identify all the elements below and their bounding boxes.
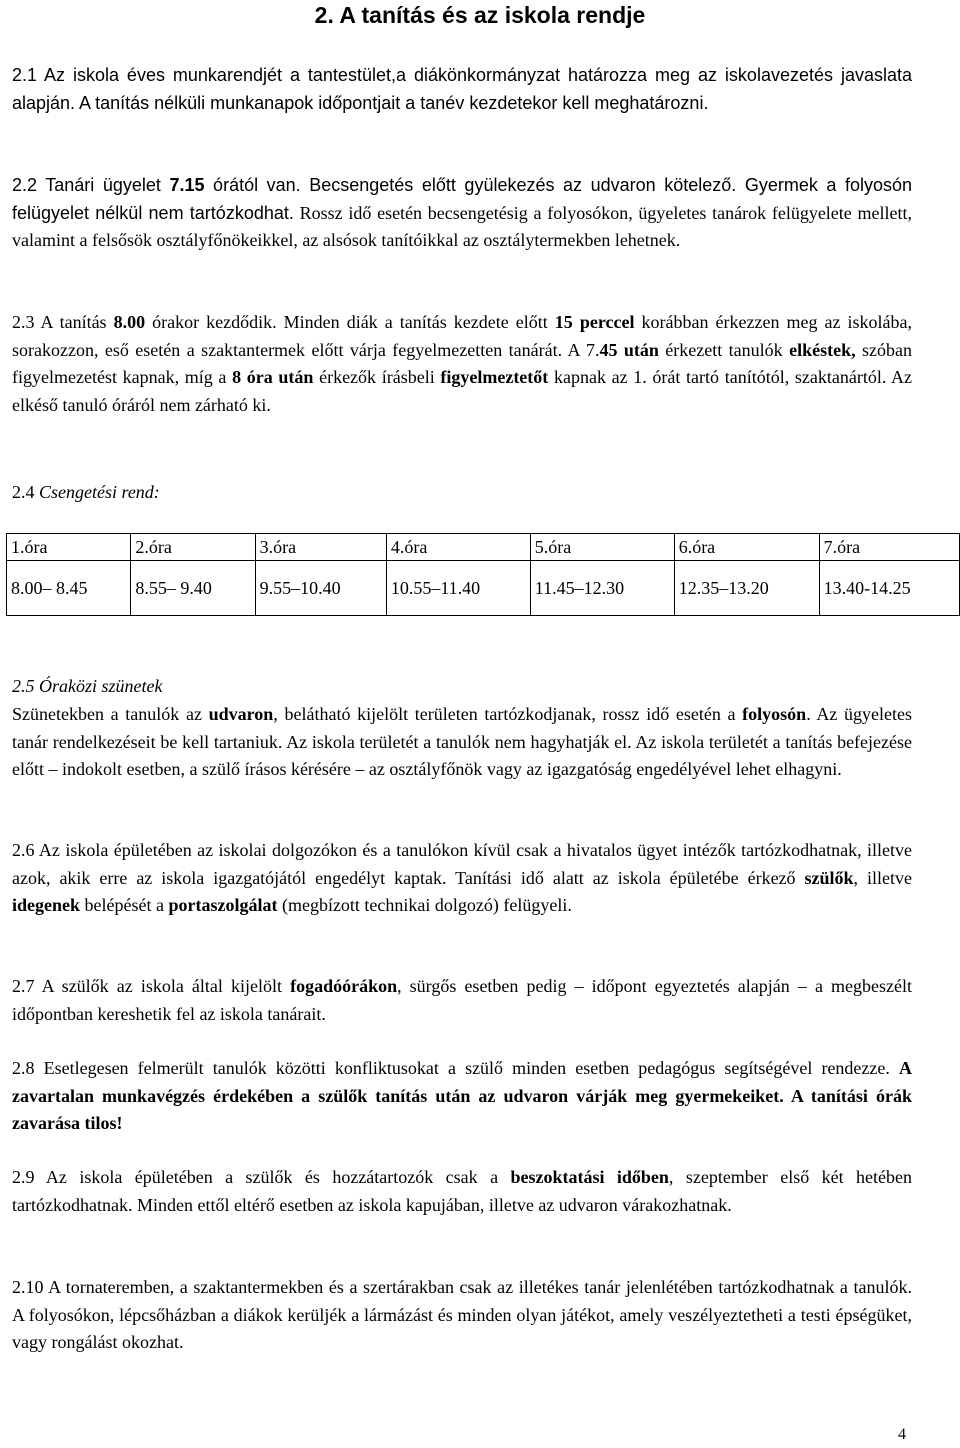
text-run: érkezett tanulók xyxy=(658,339,790,360)
bold-text: 45 után xyxy=(599,339,659,360)
table-cell: 1.óra xyxy=(7,534,131,561)
bold-text: 7.15 xyxy=(169,175,205,195)
section-2-10 xyxy=(12,1274,912,1357)
section-2-9 xyxy=(12,1164,912,1219)
table-cell: 3.óra xyxy=(255,534,386,561)
bold-text: idegenek xyxy=(12,895,81,915)
text-run: . Az ügyeletes tanár rendelkezéseit be kell tartaniuk. Az iskola területét a tanulók nem hagyhatják el. Az iskola területét a tanítás befejezése előtt – indokolt esetben, a szülő írásos kérésére – az osztályfőnök vagy az igazgatóság engedélyével lehet elhagyni. xyxy=(12,704,912,779)
text-run: Szünetekben a tanulók az xyxy=(12,704,209,724)
table-cell: 11.45–12.30 xyxy=(530,561,674,616)
text-run: Rossz idő esetén becsengetésig a folyosókon, ügyeletes tanárok felügyelete mellett, valamint a felsősök osztályfőnökeikkel, az alsósok tanítóikkal az osztálytermekben lehetnek. xyxy=(12,202,913,250)
section-label: Csengetési rend: xyxy=(39,482,160,502)
text-run: (megbízott technikai dolgozó) felügyeli. xyxy=(277,895,572,915)
text-run: , illetve xyxy=(853,867,912,888)
bold-text: beszoktatási időben xyxy=(510,1167,669,1187)
section-2-6 xyxy=(12,837,912,920)
table-cell: 2.óra xyxy=(131,534,255,561)
text-run: , szeptember első két hetében tartózkodhatnak. Minden ettől eltérő esetben az iskola kapujában, illetve az udvaron várakozhatnak. xyxy=(12,1167,912,1215)
text-run: , sürgős esetben pedig – időpont egyeztetés alapján – a megbeszélt időpontban kereshetik fel az iskola tanárait. xyxy=(12,976,912,1024)
section-number: 2.4 xyxy=(12,482,39,502)
page-title: 2. A tanítás és az iskola rendje xyxy=(314,2,646,28)
section-2-4-heading xyxy=(12,479,912,507)
table-row xyxy=(7,561,960,616)
bold-text: figyelmeztetőt xyxy=(440,367,549,387)
text-run: 2.9 Az iskola épületében a szülők és hozzátartozók csak a xyxy=(12,1167,511,1187)
table-cell: 6.óra xyxy=(674,534,819,561)
text-run: 2.6 Az iskola épületében az iskolai dolgozókon és a tanulókon kívül csak a hivatalos ügyet intézők tartózkodhatnak, illetve azok, akik erre az iskola igazgatójától engedélyt kaptak. Tanítási idő alatt az iskola épületébe érkező xyxy=(12,840,912,888)
section-2-7 xyxy=(12,973,912,1028)
text-run: , belátható kijelölt területen tartózkodjanak, rossz idő esetén a xyxy=(273,704,743,724)
text-run: szóban figyelmezetést kapnak, míg a xyxy=(12,339,913,387)
text-run: érkezők írásbeli xyxy=(313,367,441,387)
text-run: korábban érkezzen meg az iskolába, sorakozzon, eső esetén a szaktantermek előtt várja fegyelmezetten tanárát. A 7. xyxy=(12,312,913,360)
text-run: órától van. Becsengetés előtt gyülekezés az udvaron kötelező. Gyermek a folyosón felügyelet nélkül nem tartózkodhat. xyxy=(12,175,912,223)
section-2-3 xyxy=(12,309,912,419)
table-row xyxy=(7,534,960,561)
text-run: 2.2 Tanári ügyelet xyxy=(12,175,170,195)
section-2-5-heading: 2.5 Óraközi szünetek xyxy=(12,676,163,696)
section-2-8 xyxy=(12,1055,912,1138)
bold-text: portaszolgálat xyxy=(168,895,278,915)
section-2-5 xyxy=(12,701,912,784)
page-number: 4 xyxy=(898,1426,906,1443)
bold-text: A zavartalan munkavégzés érdekében a szülők tanítás után az udvaron várják meg gyermekeiket. A tanítási órák zavarása tilos! xyxy=(12,1058,912,1133)
bell-schedule-table xyxy=(6,533,960,616)
table-cell: 9.55–10.40 xyxy=(255,561,386,616)
section-2-1-text: 2.1 Az iskola éves munkarendjét a tantestület,a diákönkormányzat határozza meg az iskolavezetés javaslata alapján. A tanítás nélküli munkanapok időpontjait a tanév kezdetekor kell meghatározni. xyxy=(12,65,912,113)
section-2-2 xyxy=(12,172,912,255)
text-run: kapnak az 1. órát tartó tanítótól, szaktanártól. Az elkéső tanuló óráról nem zárható ki. xyxy=(12,367,912,415)
text-run: órakor kezdődik. Minden diák a tanítás kezdete előtt xyxy=(145,312,555,332)
bold-text: 15 perccel xyxy=(554,312,635,332)
text-run: 2.3 A tanítás xyxy=(12,312,114,332)
bold-text: 8.00 xyxy=(113,312,146,332)
bold-text: folyosón xyxy=(742,704,807,724)
table-cell: 8.00– 8.45 xyxy=(7,561,131,616)
text-run: 2.7 A szülők az iskola által kijelölt xyxy=(12,976,291,996)
bold-text: udvaron xyxy=(208,704,274,724)
table-cell: 4.óra xyxy=(386,534,530,561)
text-run: belépését a xyxy=(80,895,169,915)
table-cell: 13.40-14.25 xyxy=(819,561,959,616)
table-cell: 5.óra xyxy=(530,534,674,561)
bold-text: elkéstek, xyxy=(789,339,856,360)
table-cell: 10.55–11.40 xyxy=(386,561,530,616)
table-cell: 8.55– 9.40 xyxy=(131,561,255,616)
text-run: 2.10 A tornateremben, a szaktantermekben és a szertárakban csak az illetékes tanár jelenlétében tartózkodhatnak a tanulók. A folyosókon, lépcsőházban a diákok kerüljék a lármázást és minden olyan játékot, amely veszélyeztetheti a testi épségüket, vagy rongálást okozhat. xyxy=(12,1277,912,1352)
text-run: 2.8 Esetlegesen felmerült tanulók közötti konfliktusokat a szülő minden esetben pedagógus segítségével rendezze. xyxy=(12,1058,899,1078)
bold-text: 8 óra után xyxy=(232,367,314,387)
section-2-1 xyxy=(12,62,912,117)
bold-text: fogadóórákon xyxy=(290,976,398,996)
bold-text: szülők xyxy=(804,867,854,888)
table-cell: 12.35–13.20 xyxy=(674,561,819,616)
table-cell: 7.óra xyxy=(819,534,959,561)
